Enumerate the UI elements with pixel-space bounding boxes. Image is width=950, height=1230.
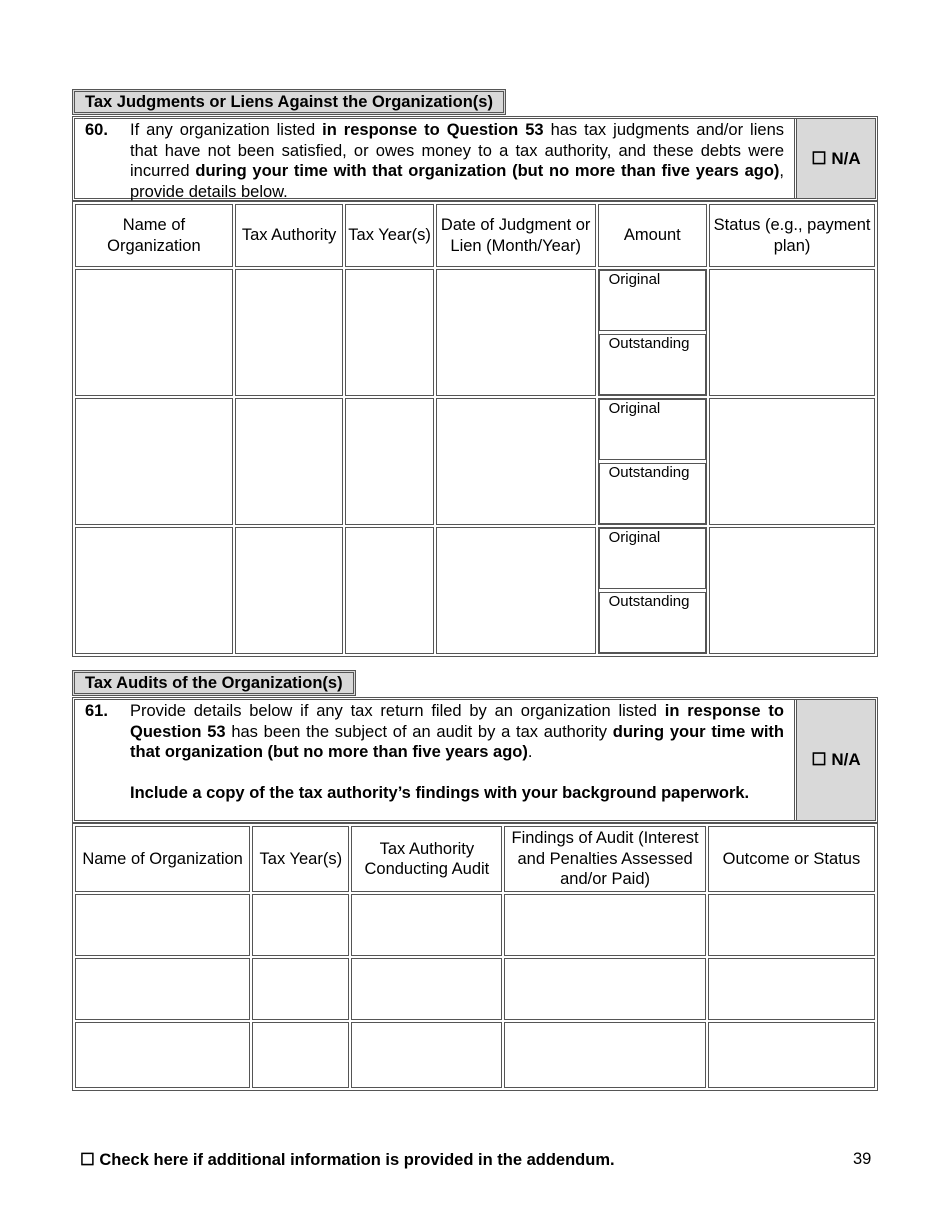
status-cell[interactable]	[709, 269, 875, 396]
column-header: Findings of Audit (Interest and Penalties Assessed and/or Paid)	[504, 826, 706, 892]
tax-authority-cell[interactable]	[235, 527, 344, 654]
addendum-checkbox[interactable]: ☐ Check here if additional information is provided in the addendum.	[80, 1151, 615, 1169]
table-header-row	[75, 204, 875, 267]
question-number: 60.	[85, 121, 108, 139]
tax-authority-cell[interactable]	[351, 1022, 502, 1088]
page-number: 39	[853, 1150, 872, 1168]
column-header: Tax Year(s)	[345, 204, 433, 267]
organization-name-cell[interactable]	[75, 958, 250, 1020]
tax-authority-cell[interactable]	[351, 958, 502, 1020]
column-header: Outcome or Status	[708, 826, 875, 892]
outstanding-amount-field[interactable]: Outstanding	[599, 592, 707, 653]
column-header: Tax Authority	[235, 204, 344, 267]
judgment-date-cell[interactable]	[436, 269, 596, 396]
amount-cell	[598, 398, 708, 525]
section-tab-title: Tax Judgments or Liens Against the Organization(s)	[72, 89, 506, 115]
column-header: Date of Judgment or Lien (Month/Year)	[436, 204, 596, 267]
tax-years-cell[interactable]	[252, 958, 349, 1020]
outstanding-amount-field[interactable]: Outstanding	[599, 463, 707, 524]
judgment-date-cell[interactable]	[436, 398, 596, 525]
status-cell[interactable]	[709, 527, 875, 654]
column-header: Tax Year(s)	[252, 826, 349, 892]
amount-cell	[598, 527, 708, 654]
outcome-cell[interactable]	[708, 1022, 875, 1088]
table-row	[75, 527, 875, 654]
question-text: If any organization listed in response to Question 53 has tax judgments and/or liens that have not been satisfied, or owes money to a tax authority, and these debts were incurred during your time with that organization (but no more than five years ago), provide details below.	[130, 121, 784, 201]
column-header: Name of Organization	[75, 204, 233, 267]
table-row	[75, 398, 875, 525]
instruction-text: Include a copy of the tax authority’s findings with your background paperwork.	[130, 783, 750, 802]
tax-years-cell[interactable]	[252, 1022, 349, 1088]
findings-cell[interactable]	[504, 958, 706, 1020]
table-header-row	[75, 826, 875, 892]
organization-name-cell[interactable]	[75, 894, 250, 956]
outstanding-amount-field[interactable]: Outstanding	[599, 334, 707, 395]
column-header: Amount	[598, 204, 708, 267]
findings-cell[interactable]	[504, 1022, 706, 1088]
column-header: Tax Authority Conducting Audit	[351, 826, 502, 892]
section-tab-title: Tax Audits of the Organization(s)	[72, 670, 356, 696]
tax-years-cell[interactable]	[345, 527, 433, 654]
organization-name-cell[interactable]	[75, 398, 233, 525]
question-number: 61.	[85, 702, 108, 720]
na-checkbox[interactable]: ☐ N/A	[797, 700, 875, 820]
table-row	[75, 958, 875, 1020]
table-row	[75, 269, 875, 396]
findings-cell[interactable]	[504, 894, 706, 956]
amount-cell	[598, 269, 708, 396]
question-text: Provide details below if any tax return filed by an organization listed in response to Question 53 has been the subject of an audit by a tax authority during your time with that organization (but no more than five years ago). Include a copy of the tax authority’s findings with your background paperwork.	[130, 702, 784, 802]
audits-table	[72, 823, 878, 1091]
tax-years-cell[interactable]	[345, 398, 433, 525]
status-cell[interactable]	[709, 398, 875, 525]
organization-name-cell[interactable]	[75, 527, 233, 654]
tax-authority-cell[interactable]	[235, 269, 344, 396]
tax-authority-cell[interactable]	[351, 894, 502, 956]
table-row	[75, 894, 875, 956]
original-amount-field[interactable]: Original	[599, 528, 707, 589]
column-header: Status (e.g., payment plan)	[709, 204, 875, 267]
column-header: Name of Organization	[75, 826, 250, 892]
tax-years-cell[interactable]	[252, 894, 349, 956]
na-checkbox[interactable]: ☐ N/A	[797, 119, 875, 198]
outcome-cell[interactable]	[708, 894, 875, 956]
tax-authority-cell[interactable]	[235, 398, 344, 525]
original-amount-field[interactable]: Original	[599, 270, 707, 331]
table-row	[75, 1022, 875, 1088]
organization-name-cell[interactable]	[75, 269, 233, 396]
original-amount-field[interactable]: Original	[599, 399, 707, 460]
question-61	[72, 697, 878, 823]
judgment-date-cell[interactable]	[436, 527, 596, 654]
organization-name-cell[interactable]	[75, 1022, 250, 1088]
judgments-table	[72, 201, 878, 657]
tax-years-cell[interactable]	[345, 269, 433, 396]
outcome-cell[interactable]	[708, 958, 875, 1020]
question-60	[72, 116, 878, 201]
